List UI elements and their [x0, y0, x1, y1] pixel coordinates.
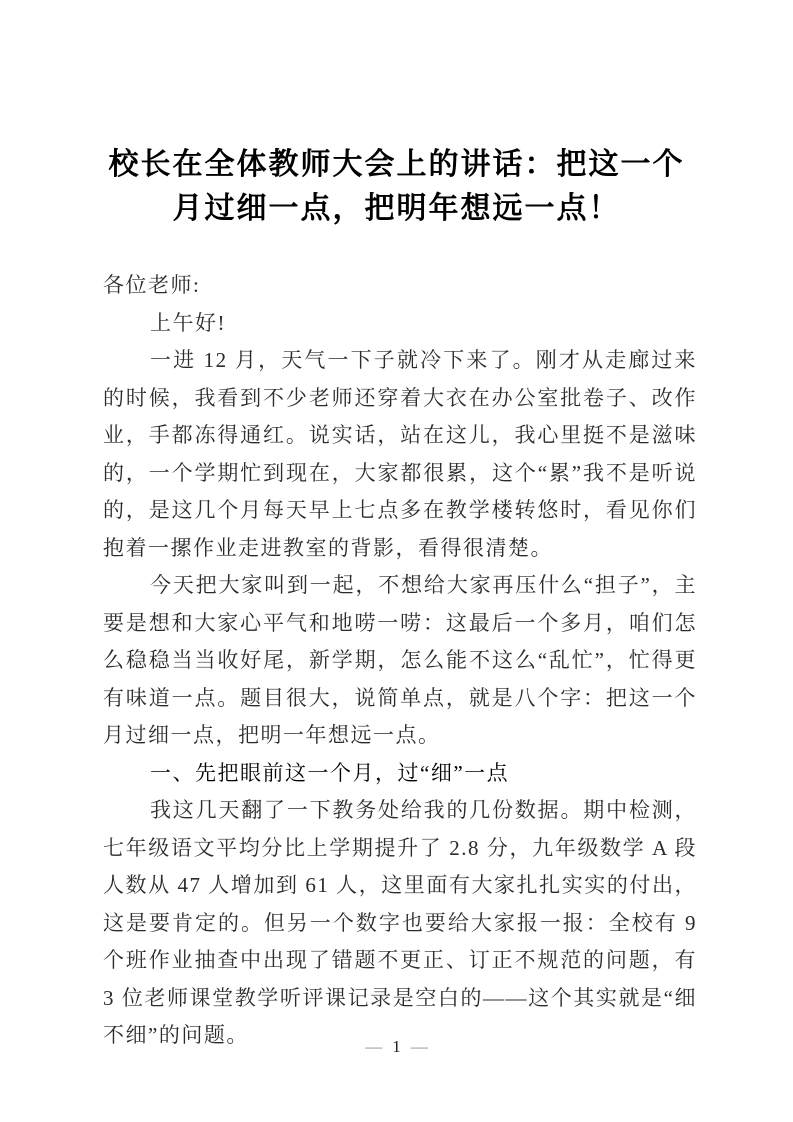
paragraph-2: 今天把大家叫到一起，不想给大家再压什么“担子”，主要是想和大家心平气和地唠一唠：这最后一个多月，咱们怎么稳稳当当收好尾，新学期，怎么能不这么“乱忙”，忙得更有味道一点。题目很大，说简单点，就是八个字：把这一个月过细一点，把明一年想远一点。 [103, 573, 697, 747]
paragraph-1: 一进 12 月，天气一下子就冷下来了。刚才从走廊过来的时候，我看到不少老师还穿着大衣在办公室批卷子、改作业，手都冻得通红。说实话，站在这儿，我心里挺不是滋味的，一个学期忙到现在，大家都很累，这个“累”我不是听说的，是这几个月每天早上七点多在教学楼转悠时，看见你们抱着一摞作业走进教室的背影，看得很清楚。 [103, 348, 697, 560]
document-body [0, 267, 793, 1055]
greeting-line: 上午好! [150, 310, 226, 335]
page-footer [0, 1036, 793, 1058]
document-title: 校长在全体教师大会上的讲话：把这一个月过细一点，把明年想远一点！ [108, 148, 685, 225]
footer-dash-right: — [410, 1037, 428, 1056]
section-1-paragraph-1: 我这几天翻了一下教务处给我的几份数据。期中检测，七年级语文平均分比上学期提升了 2.8 分，九年级数学 A 段人数从 47 人增加到 61 人，这里面有大家扎扎实实的付出，这是要肯定的。但另一个数字也要给大家报一报：全校有 9 个班作业抽查中出现了错题不更正、订正不规范的问题，有 3 位老师课堂教学听评课记录是空白的——这个其实就是“细不细”的问题。 [103, 798, 697, 1047]
salutation-line: 各位老师: [103, 273, 201, 297]
section-1-heading: 一、先把眼前这一个月，过“细”一点 [150, 760, 510, 785]
footer-dash-left: — [365, 1037, 383, 1056]
page-number: 1 [392, 1037, 401, 1056]
